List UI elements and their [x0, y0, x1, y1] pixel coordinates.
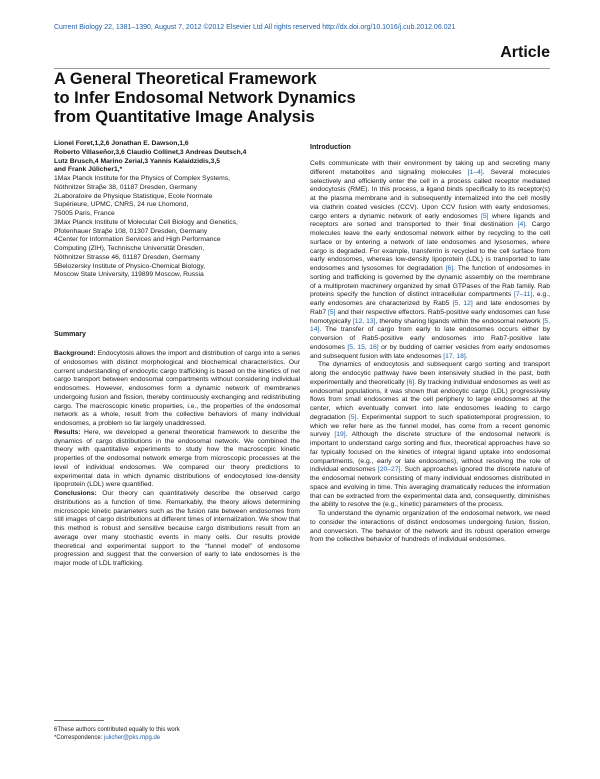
citation-link[interactable]: [5, 15, 16]: [347, 343, 379, 351]
summary-heading: Summary: [54, 331, 86, 338]
summary-conclusions: [54, 490, 300, 569]
citation-link[interactable]: [5]: [328, 308, 336, 316]
conclusions-text: Our theory can quantitatively describe the observed cargo distributions as a function of time. Remarkably, the theory allows determining microscopic kinetic parameters such as the fusion rate between endosomes from still images of cargo distributions at different times of internalization. We show that this method is robust and sensitive because cargo distributions result from an average over many stochastic events in many cells. Our results provide theoretical and experimental support to the “funnel model” of endosome progression and suggest that the conversion of early to late endosomes is the major mode of LDL trafficking.: [54, 490, 300, 567]
citation-link[interactable]: [19]: [334, 431, 346, 439]
text-run: , thereby sharing ligands within the endosomal network: [375, 317, 543, 325]
author-line-4: and Frank Jülicher1,*: [54, 166, 123, 174]
text-run: Cells communicate with their environment by taking up and secreting many different metabolites and signaling molecules: [310, 160, 550, 176]
text-run: . Several molecules selectively and efficiently enter the cell in a process called receptor mediated endocytosis (RME). In this process, a ligand binds specifically to its receptor(s) at the plasma membrane and is subsequently internalized into the cell mostly via clathrin coated vesicles (CCV). Upon CCV fusion with early endosomes, cargo enters a dynamic network of early endosomes: [310, 168, 550, 220]
text-run: .: [465, 352, 468, 360]
citation-link[interactable]: [6]: [445, 265, 454, 272]
citation-link[interactable]: [5]: [348, 413, 357, 421]
title-line-1: A General Theoretical Framework: [54, 70, 317, 88]
header-rule: [54, 68, 550, 69]
citation-link[interactable]: [17, 18]: [443, 352, 466, 360]
citation-link[interactable]: [7–11]: [513, 291, 533, 299]
correspondence-label: *Correspondence:: [54, 735, 105, 741]
conclusions-label: Conclusions:: [54, 490, 97, 497]
author-line-3: Lutz Brusch,4 Marino Zerial,3 Yannis Kalaidzidis,3,5: [54, 157, 221, 165]
introduction-heading: Introduction: [310, 144, 351, 151]
citation-link[interactable]: [1–4]: [467, 168, 483, 176]
author-line-2: Roberto Villaseñor,3,6 Claudio Collinet,3 Andreas Deutsch,4: [54, 148, 247, 156]
text-run: . Although the discrete structure of the endosomal network is important to understand cargo sorting and flux, theoretical approaches have so far typically focused on the kinetics of integral ligand uptake into endosomal compartments, (e.g., early or late endosomes), without resolving the role of individual endosomes: [310, 431, 550, 474]
citation-link[interactable]: [12, 13]: [352, 317, 376, 325]
article-title: [54, 70, 394, 127]
title-line-2: to Infer Endosomal Network Dynamics: [54, 89, 356, 107]
text-run: or by budding of carrier vesicles from early endosomes and subsequent fusion with late endosomes: [310, 343, 550, 360]
citation-link[interactable]: [5]: [481, 212, 489, 220]
citation-link[interactable]: [4]: [517, 221, 526, 229]
affiliation-line: Supérieure, UPMC, CNRS, 24 rue Lhomond,: [54, 201, 189, 209]
author-line-1: Lionel Foret,1,2,6 Jonathan E. Dawson,1,6: [54, 140, 189, 147]
text-run: where ligands and receptors are sorted and transported to their final destination: [310, 212, 550, 229]
text-run: . By tracking individual endosomes as well as endosomal populations, it was shown that endocytic cargo (LDL) progressively flows from small endosomes at the cell periphery to large endosomes at the center, which eventually convert into late endosomes leading to cargo degradation: [310, 378, 550, 421]
text-run: . The function of endosomes in sorting and trafficking is governed by the dynamic assembly on the membrane of a multiprotein machinery organized by small GTPases of the Rab family. Rab proteins specify the function of distinct intracellular compartments: [310, 265, 550, 299]
affiliation-line: 75005 Paris, France: [54, 210, 115, 217]
summary-background: [54, 350, 300, 429]
background-text: Endocytosis allows the import and distribution of cargo into a series of endosomes with distinct morphological and biochemical characteristics. Our current understanding of endocytic cargo trafficking is based on the kinetics of net cargo transport between endosomal compartments without considering individual endosomes. However, endosomes form a dynamic network of membranes undergoing fusion and fission, thereby continuously exchanging and redistributing cargo. The macroscopic kinetic properties, i.e., the properties of the endosomal network as a whole, result from the collective behaviors of many individual endosomes, a problem so far largely unaddressed.: [54, 350, 300, 427]
background-label: Background:: [54, 350, 96, 357]
author-block: [54, 140, 300, 280]
intro-paragraph-2: [310, 361, 550, 510]
affiliation-line: 3Max Planck Institute of Molecular Cell Biology and Genetics,: [54, 218, 238, 226]
text-run: . Experimental support to such spatiotemporal progression, to which we refer here as the funnel model, has come from a recent genomic survey: [310, 413, 550, 439]
affiliation-line: Computing (ZIH), Technische Universität Dresden,: [54, 245, 205, 252]
affiliation-line: Nöthnitzer Strasse 46, 01187 Dresden, Germany: [54, 253, 200, 261]
summary-results: [54, 429, 300, 490]
affiliation-line: 2Laboratoire de Physique Statistique, Ecole Normale: [54, 192, 213, 200]
text-run: The dynamics of endocytosis and subsequent cargo sorting and transport along the endocytic pathway have been intensively studied in the past, both experimentally and theoretically: [310, 361, 550, 386]
text-run: . Such approaches ignored the discrete nature of the endosomal network consisting of many individual endosomes distributed in space and evolving in time. This averaging dramatically reduces the information that can be extracted from the experimental data and, consequently, diminishes the ability to resolve the (e.g., kinetic) parameters of the process.: [310, 466, 551, 509]
affiliation-line: 5Belozersky Institute of Physico-Chemical Biology,: [54, 262, 206, 270]
doi-link[interactable]: http://dx.doi.org/10.1016/j.cub.2012.06.021: [322, 24, 456, 31]
citation-link[interactable]: [5, 14]: [310, 317, 550, 334]
running-head: [54, 24, 455, 31]
correspondence-email-link[interactable]: julicher@pks.mpg.de: [104, 735, 161, 741]
affiliation-line: 4Center for Information Services and High Performance: [54, 236, 221, 244]
summary-text: [54, 350, 300, 569]
text-run: . The transfer of cargo from early to late endosomes occurs either by conversion of Rab5-positive early endosomes into Rab7-positive late endosomes: [310, 326, 550, 351]
correspondence-note: [54, 734, 300, 742]
citation-link[interactable]: [20–27]: [377, 466, 401, 474]
text-run: and late endosomes by Rab7: [310, 300, 550, 316]
title-line-3: from Quantitative Image Analysis: [54, 108, 315, 126]
citation-link[interactable]: [5, 12]: [452, 300, 473, 307]
introduction-text: [310, 160, 550, 545]
equal-contribution-note: 6These authors contributed equally to this work: [54, 727, 180, 733]
results-text: Here, we developed a general theoretical framework to describe the dynamics of cargo distributions in the endosomal network. We combined the theory with quantitative experiments to study how the macroscopic kinetic properties of the endosomal network emerge from microscopic processes at the level of individual endosomes. We compared our theory predictions to experimental data in which dynamic distributions of endocytosed low-density lipoprotein (LDL) were quantified.: [54, 428, 300, 489]
footnote-rule: [54, 720, 104, 721]
text-run: . Cargo molecules leave the early endosomal network either by recycling to the cell surface or by entering a network of late endosomes and lysosomes, where cargo is degraded. For example, transferrin is recycled to the cell surface from early endosomes, whereas low-density lipoprotein (LDL) is transported to late endosomes and lysosomes for degradation: [310, 221, 551, 272]
intro-paragraph-1: [310, 160, 550, 361]
article-type-label: Article: [500, 44, 550, 61]
citation-link[interactable]: [6]: [406, 378, 415, 386]
affiliation-line: Moscow State University, 119899 Moscow, Russia: [54, 271, 204, 279]
journal-citation: Current Biology 22, 1381–1390, August 7, 2012 ©2012 Elsevier Ltd All rights reserved: [54, 24, 321, 31]
results-label: Results:: [54, 428, 81, 436]
affiliation-line: Nöthnitzer Straβe 38, 01187 Dresden, Germany: [54, 183, 197, 191]
affiliation-line: Pfotenhauer Straβe 108, 01307 Dresden, Germany: [54, 227, 208, 235]
footnotes: [54, 726, 300, 742]
text-run: and their respective effectors. Rab5-positive early endosomes can fuse homotypically: [310, 308, 550, 325]
affiliation-line: 1Max Planck Institute for the Physics of Complex Systems,: [54, 175, 230, 182]
intro-paragraph-3: To understand the dynamic organization of the endosomal network, we need to consider the interactions of distinct endosomes undergoing fusion, fission, and conversion. The behavior of the network and its robust operation emerge from the collective behavior of hundreds of individual endosomes.: [310, 510, 550, 544]
text-run: , e.g., early endosomes are characterized by Rab5: [310, 291, 550, 307]
